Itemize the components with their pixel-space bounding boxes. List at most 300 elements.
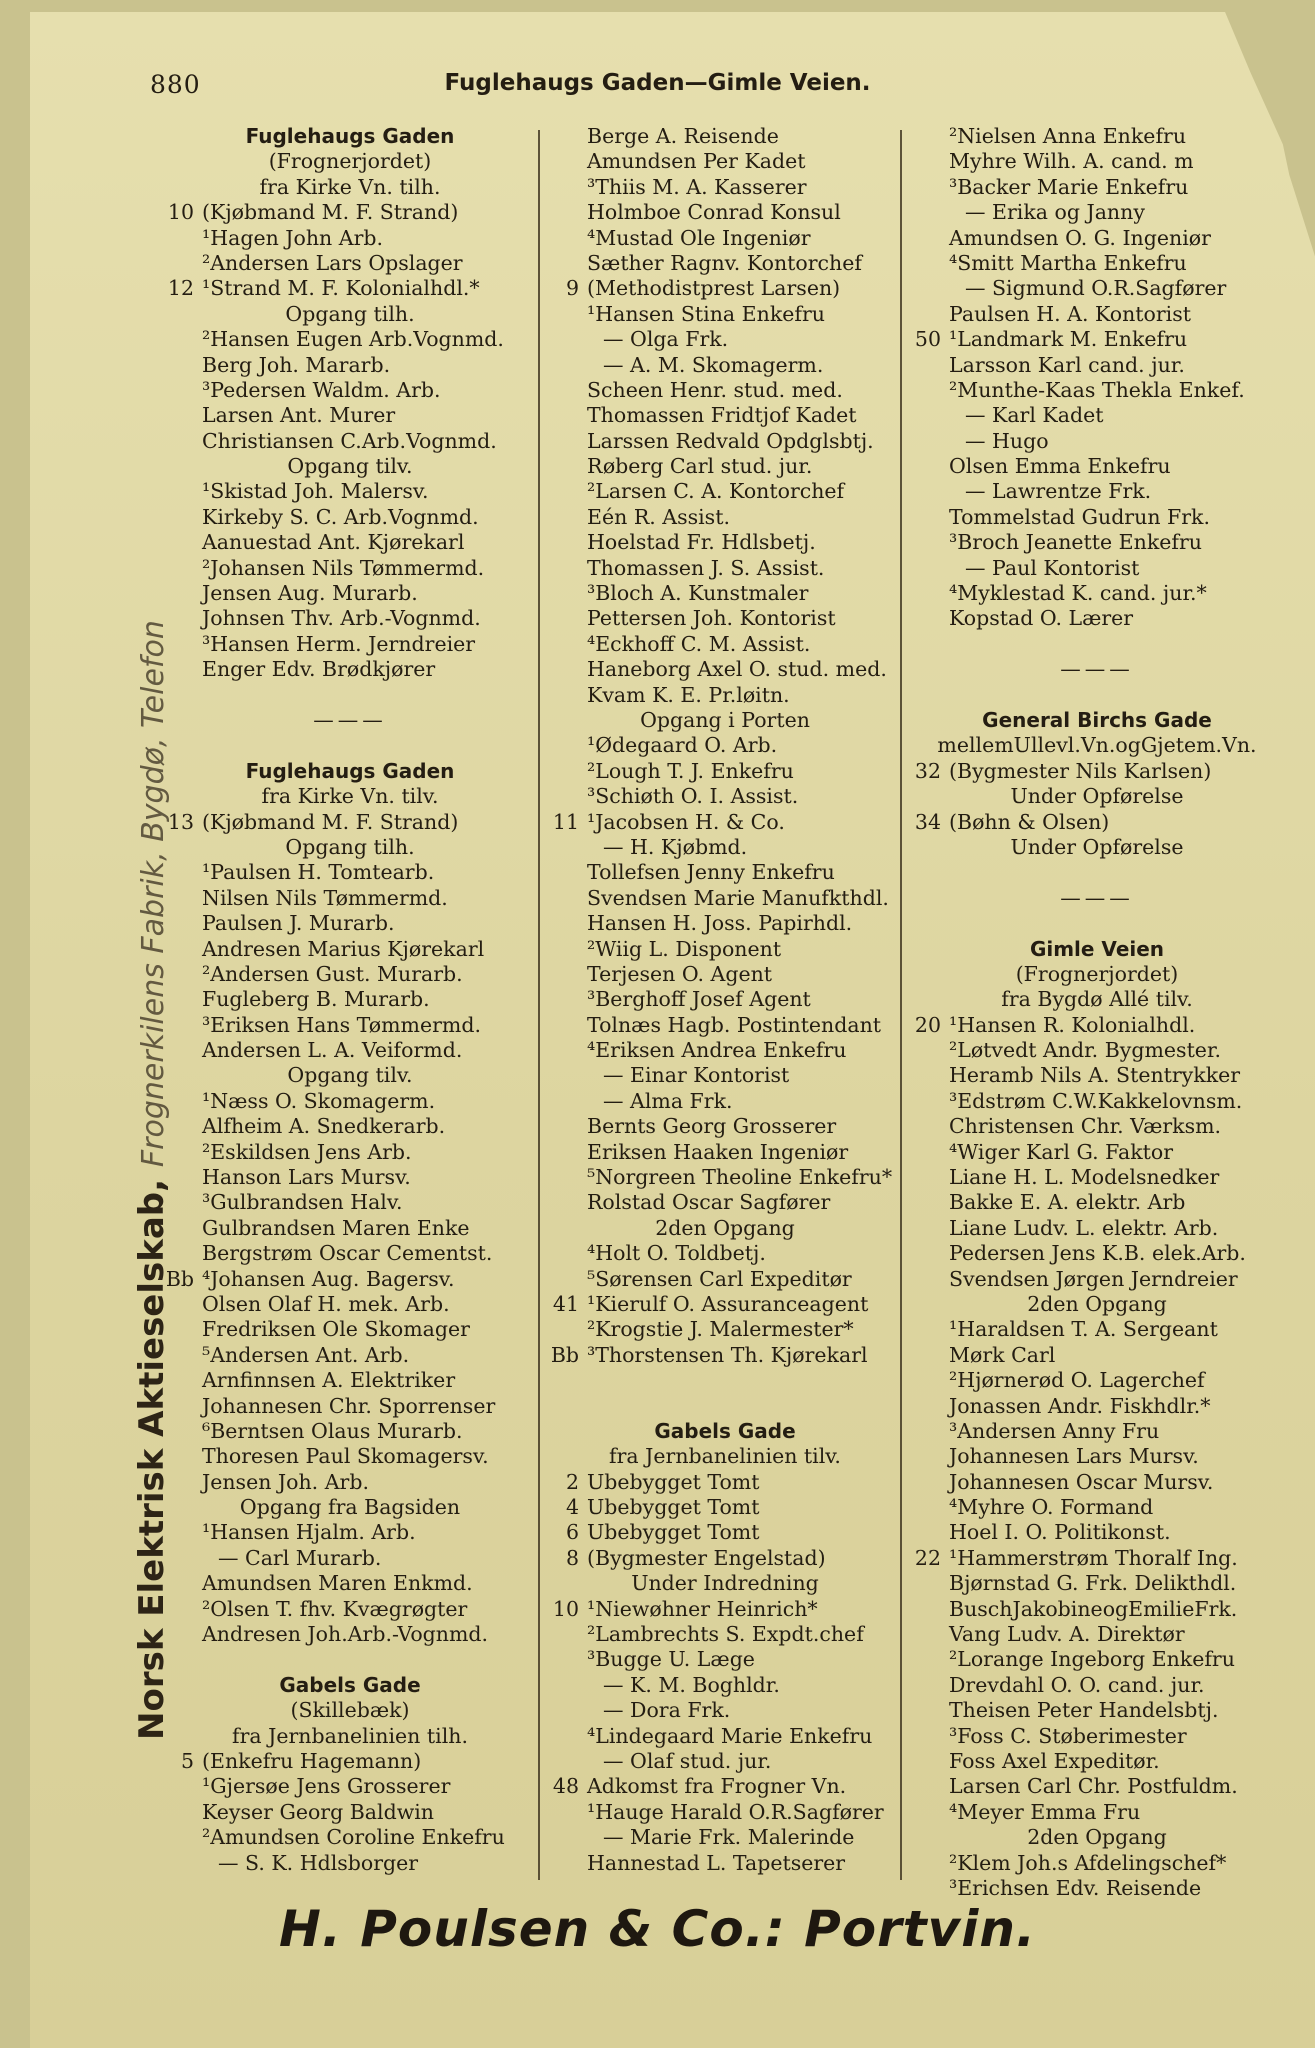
entry-text: ²Larsen C. A. Kontorchef: [587, 479, 845, 504]
entry-text: ²Olsen T. fhv. Kvægrøgter: [202, 1596, 468, 1621]
directory-entry: [907, 987, 1287, 1012]
entry-text: Hanson Lars Mursv.: [202, 1165, 411, 1190]
entry-text: Bakke E. A. elektr. Arb: [949, 1190, 1186, 1215]
entry-text: Amundsen O. G. Ingeniør: [949, 225, 1211, 250]
directory-entry: [160, 1140, 540, 1165]
entry-text: mellemUllevl.Vn.ogGjetem.Vn.: [937, 733, 1257, 758]
page-header: [0, 70, 1315, 110]
directory-entry: [545, 1698, 905, 1723]
directory-entry: [545, 149, 905, 174]
entry-text: Johnsen Thv. Arb.-Vognmd.: [202, 606, 481, 631]
directory-entry: [545, 962, 905, 987]
entry-text: Sæther Ragnv. Kontorchef: [587, 250, 862, 275]
directory-entry: [907, 403, 1287, 428]
directory-entry: [545, 1241, 905, 1266]
entry-text: Røberg Carl stud. jur.: [587, 454, 813, 479]
entry-text: ²Lorange Ingeborg Enkefru: [949, 1647, 1235, 1672]
entry-text: Svendsen Jørgen Jerndreier: [949, 1266, 1238, 1291]
directory-entry: [545, 479, 905, 504]
directory-entry: [545, 251, 905, 276]
entry-text: ¹Hammerstrøm Thoralf Ing.: [949, 1545, 1238, 1570]
directory-entry: [160, 683, 540, 708]
directory-entry: [907, 1647, 1287, 1672]
directory-entry: [907, 149, 1287, 174]
entry-text: fra Bygdø Allé tilv.: [1001, 987, 1193, 1012]
page-number: 880: [150, 70, 201, 99]
directory-column-2: [545, 124, 905, 1876]
side-ad-rest: Frognerkilens Fabrik, Bygdø, Telefon: [136, 620, 171, 1168]
directory-entry: [907, 759, 1287, 784]
entry-text: ⁴Smitt Martha Enkefru: [949, 250, 1187, 275]
directory-entry: [160, 1800, 540, 1825]
directory-entry: [160, 276, 540, 301]
directory-entry: [907, 962, 1287, 987]
directory-entry: [907, 733, 1287, 758]
directory-entry: [907, 1038, 1287, 1063]
entry-text: ²Nielsen Anna Enkefru: [949, 124, 1187, 148]
entry-text: ³Gulbrandsen Halv.: [202, 1190, 403, 1215]
entry-text: 2den Opgang: [1027, 1291, 1167, 1316]
entry-text: ⁵Sørensen Carl Expeditør: [587, 1266, 852, 1291]
directory-entry: [907, 1724, 1287, 1749]
entry-text: (Kjøbmand M. F. Strand): [202, 809, 459, 834]
entry-text: ⁶Berntsen Olaus Murarb.: [202, 1418, 463, 1443]
directory-entry: [545, 1851, 905, 1876]
house-number: 20: [914, 1012, 941, 1037]
entry-text: Fugleberg B. Murarb.: [202, 987, 430, 1012]
directory-entry: [160, 1190, 540, 1215]
side-ad-company: Norsk Elektrisk Aktieselskab,: [132, 1178, 172, 1740]
directory-entry: [160, 556, 540, 581]
entry-text: — Carl Murarb.: [218, 1545, 382, 1570]
street-heading: [160, 124, 540, 149]
entry-text: — S. K. Hdlsborger: [218, 1850, 419, 1875]
directory-entry: [545, 1292, 905, 1317]
directory-entry: [907, 1343, 1287, 1368]
directory-entry: [545, 1317, 905, 1342]
directory-entry: [160, 1546, 540, 1571]
directory-entry: [907, 911, 1287, 936]
directory-entry: [907, 581, 1287, 606]
entry-text: ³Foss C. Støberimester: [949, 1723, 1187, 1748]
footer-advertisement: H. Poulsen & Co.: Portvin.: [279, 1900, 1036, 1958]
entry-text: — Dora Frk.: [603, 1698, 731, 1723]
entry-text: — Sigmund O.R.Sagfører: [965, 276, 1227, 301]
entry-text: — Olaf stud. jur.: [603, 1749, 772, 1773]
section-rule: [907, 657, 1287, 682]
directory-entry: [160, 810, 540, 835]
directory-entry: [160, 937, 540, 962]
directory-entry: [545, 1267, 905, 1292]
entry-text: ³Berghoff Josef Agent: [587, 987, 811, 1012]
directory-entry: [160, 1749, 540, 1774]
entry-text: ———: [313, 707, 387, 732]
directory-entry: [907, 1470, 1287, 1495]
entry-text: Jonassen Andr. Fiskhdlr.*: [949, 1393, 1211, 1418]
entry-text: Adkomst fra Frogner Vn.: [587, 1774, 847, 1799]
entry-text: ³Erichsen Edv. Reisende: [949, 1875, 1202, 1900]
entry-text: ¹Jacobsen H. & Co.: [587, 809, 785, 834]
directory-entry: [907, 1419, 1287, 1444]
directory-entry: [907, 200, 1287, 225]
directory-entry: [160, 835, 540, 860]
entry-text: ³Andersen Anny Fru: [949, 1418, 1160, 1443]
street-heading: [907, 708, 1287, 733]
entry-text: Ubebygget Tomt: [587, 1520, 760, 1545]
directory-entry: [160, 1851, 540, 1876]
directory-entry: [545, 1622, 905, 1647]
entry-text: ¹Kierulf O. Assuranceagent: [587, 1291, 869, 1316]
entry-text: BuschJakobineogEmilieFrk.: [949, 1596, 1238, 1621]
directory-entry: [160, 1597, 540, 1622]
directory-entry: [545, 1495, 905, 1520]
entry-text: — A. M. Skomagerm.: [603, 352, 824, 377]
entry-text: fra Jernbanelinien tilv.: [609, 1444, 841, 1469]
directory-entry: [545, 683, 905, 708]
entry-text: Theisen Peter Handelsbtj.: [949, 1698, 1219, 1723]
entry-text: ³Bugge U. Læge: [587, 1647, 755, 1672]
entry-text: Kopstad O. Lærer: [949, 606, 1134, 631]
directory-entry: [907, 1698, 1287, 1723]
directory-entry: [907, 1597, 1287, 1622]
entry-text: fra Jernbanelinien tilh.: [232, 1723, 468, 1748]
directory-entry: [160, 1013, 540, 1038]
directory-entry: [545, 175, 905, 200]
entry-text: ⁴Johansen Aug. Bagersv.: [202, 1266, 455, 1291]
directory-entry: [545, 1216, 905, 1241]
entry-text: ²Andersen Gust. Murarb.: [202, 961, 463, 986]
entry-text: ³Backer Marie Enkefru: [949, 174, 1189, 199]
entry-text: Terjesen O. Agent: [587, 961, 773, 986]
entry-text: ²Wiig L. Disponent: [587, 936, 782, 961]
directory-entry: [545, 581, 905, 606]
directory-entry: [545, 733, 905, 758]
directory-entry: [545, 302, 905, 327]
entry-text: 2den Opgang: [1027, 1825, 1167, 1850]
entry-text: ³Eriksen Hans Tømmermd.: [202, 1012, 481, 1037]
directory-entry: [160, 606, 540, 631]
entry-text: Kvam K. E. Pr.løitn.: [587, 682, 790, 707]
directory-entry: [907, 784, 1287, 809]
directory-entry: [907, 1114, 1287, 1139]
entry-text: Hoel I. O. Politikonst.: [949, 1520, 1171, 1545]
entry-text: Berg Joh. Mararb.: [202, 352, 391, 377]
directory-entry: [160, 632, 540, 657]
entry-text: (Methodistprest Larsen): [587, 276, 841, 301]
street-heading: [907, 937, 1287, 962]
entry-text: Larsson Karl cand. jur.: [949, 352, 1185, 377]
entry-text: Berge A. Reisende: [587, 124, 779, 148]
directory-entry: [545, 987, 905, 1012]
directory-entry: [907, 327, 1287, 352]
entry-text: ⁴Myhre O. Formand: [949, 1495, 1154, 1520]
directory-entry: [545, 1190, 905, 1215]
entry-text: ²Hjørnerød O. Lagerchef: [949, 1368, 1205, 1393]
directory-entry: [545, 1749, 905, 1774]
entry-text: Enger Edv. Brødkjører: [202, 657, 436, 682]
directory-entry: [160, 962, 540, 987]
entry-text: ———: [1060, 657, 1134, 682]
directory-entry: [907, 1851, 1287, 1876]
directory-entry: [907, 1825, 1287, 1850]
entry-text: (Skillebæk): [290, 1698, 410, 1723]
entry-text: Eén R. Assist.: [587, 504, 730, 529]
entry-text: Johannesen Oscar Mursv.: [949, 1469, 1214, 1494]
entry-text: (Frognerjordet): [1015, 961, 1179, 986]
directory-entry: [907, 1673, 1287, 1698]
entry-text: Holmboe Conrad Konsul: [587, 200, 841, 225]
directory-entry: [160, 327, 540, 352]
entry-text: Larsen Carl Chr. Postfuldm.: [949, 1774, 1238, 1799]
directory-entry: [545, 403, 905, 428]
directory-entry: [907, 1165, 1287, 1190]
directory-entry: [545, 1165, 905, 1190]
entry-text: Thoresen Paul Skomagersv.: [202, 1444, 489, 1469]
entry-text: Kirkeby S. C. Arb.Vognmd.: [202, 504, 479, 529]
entry-text: fra Kirke Vn. tilh.: [259, 174, 441, 199]
section-rule: [907, 886, 1287, 911]
directory-entry: [160, 1114, 540, 1139]
entry-text: (Enkefru Hagemann): [202, 1749, 422, 1773]
entry-text: Gabels Gade: [279, 1672, 421, 1697]
directory-entry: [160, 1394, 540, 1419]
directory-entry: [545, 1470, 905, 1495]
directory-entry: [160, 1495, 540, 1520]
entry-text: (Bygmester Engelstad): [587, 1545, 826, 1570]
entry-text: ³Pedersen Waldm. Arb.: [202, 377, 441, 402]
entry-text: Gulbrandsen Maren Enke: [202, 1215, 470, 1240]
house-number: 10: [552, 1596, 579, 1621]
house-number: 4: [565, 1495, 579, 1520]
directory-column-1: [160, 124, 540, 1876]
directory-entry: [160, 1317, 540, 1342]
directory-entry: [160, 1038, 540, 1063]
directory-entry: [907, 1495, 1287, 1520]
entry-text: 2den Opgang: [655, 1215, 795, 1240]
directory-entry: [160, 1165, 540, 1190]
house-number: 2: [565, 1469, 579, 1494]
directory-entry: [160, 175, 540, 200]
entry-text: ⁵Norgreen Theoline Enkefru*: [587, 1165, 893, 1190]
entry-text: Opgang tilh.: [285, 301, 415, 326]
directory-entry: [545, 1140, 905, 1165]
entry-text: fra Kirke Vn. tilv.: [261, 784, 439, 809]
directory-entry: [545, 1647, 905, 1672]
entry-text: Jensen Aug. Murarb.: [202, 581, 418, 606]
directory-entry: [545, 1546, 905, 1571]
entry-text: ⁵Andersen Ant. Arb.: [202, 1342, 410, 1367]
directory-entry: [160, 581, 540, 606]
entry-text: — Marie Frk. Malerinde: [603, 1825, 855, 1850]
entry-text: ¹Landmark M. Enkefru: [949, 327, 1188, 352]
directory-entry: [545, 1774, 905, 1799]
directory-entry: [907, 1749, 1287, 1774]
entry-text: Gabels Gade: [654, 1418, 796, 1443]
directory-entry: [545, 835, 905, 860]
directory-entry: [160, 1825, 540, 1850]
directory-entry: [907, 810, 1287, 835]
entry-text: Liane H. L. Modelsnedker: [949, 1165, 1220, 1190]
entry-text: ²Johansen Nils Tømmermd.: [202, 555, 485, 580]
entry-text: ³Thorstensen Th. Kjørekarl: [587, 1342, 868, 1367]
entry-text: General Birchs Gade: [982, 707, 1212, 732]
entry-text: ¹Hagen John Arb.: [202, 225, 384, 250]
entry-text: ⁴Holt O. Toldbetj.: [587, 1241, 766, 1266]
directory-entry: [907, 1394, 1287, 1419]
entry-text: ²Hansen Eugen Arb.Vognmd.: [202, 327, 504, 352]
directory-entry: [907, 632, 1287, 657]
entry-text: Christensen Chr. Værksm.: [949, 1114, 1222, 1139]
directory-entry: [545, 810, 905, 835]
directory-entry: [907, 378, 1287, 403]
directory-entry: [545, 530, 905, 555]
entry-text: ²Munthe-Kaas Thekla Enkef.: [949, 377, 1245, 402]
entry-text: — Hugo: [965, 428, 1049, 453]
entry-text: Ubebygget Tomt: [587, 1495, 760, 1520]
directory-entry: [160, 1698, 540, 1723]
entry-text: Bernts Georg Grosserer: [587, 1114, 837, 1139]
directory-entry: [160, 149, 540, 174]
directory-entry: [545, 556, 905, 581]
directory-entry: [160, 403, 540, 428]
street-heading: [545, 1419, 905, 1444]
directory-entry: [907, 1520, 1287, 1545]
directory-entry: [907, 505, 1287, 530]
entry-text: Scheen Henr. stud. med.: [587, 377, 843, 402]
house-number: 12: [167, 276, 194, 301]
entry-text: ²Krogstie J. Malermester*: [587, 1317, 854, 1342]
entry-text: Mørk Carl: [949, 1342, 1056, 1367]
directory-entry: [545, 505, 905, 530]
entry-text: ¹Hauge Harald O.R.Sagfører: [587, 1799, 884, 1824]
entry-text: Liane Ludv. L. elektr. Arb.: [949, 1215, 1219, 1240]
entry-text: ¹Næss O. Skomagerm.: [202, 1088, 436, 1113]
house-number: 6: [565, 1520, 579, 1545]
entry-text: Paulsen H. A. Kontorist: [949, 301, 1191, 326]
entry-text: Opgang tilh.: [285, 834, 415, 859]
directory-entry: [160, 1368, 540, 1393]
entry-text: — Olga Frk.: [603, 327, 729, 352]
entry-text: ³Edstrøm C.W.Kakkelovnsm.: [949, 1088, 1243, 1113]
entry-text: ¹Strand M. F. Kolonialhdl.*: [202, 276, 480, 301]
entry-text: ¹Ødegaard O. Arb.: [587, 733, 778, 758]
directory-entry: [907, 1216, 1287, 1241]
entry-text: Foss Axel Expeditør.: [949, 1749, 1160, 1773]
directory-entry: [907, 1013, 1287, 1038]
directory-entry: [907, 556, 1287, 581]
entry-text: Hannestad L. Tapetserer: [587, 1850, 846, 1875]
entry-text: ³Hansen Herm. Jerndreier: [202, 631, 476, 656]
directory-entry: [907, 1241, 1287, 1266]
directory-entry: [160, 1419, 540, 1444]
directory-entry: [545, 860, 905, 885]
entry-text: ⁴Wiger Karl G. Faktor: [949, 1139, 1173, 1164]
directory-entry: [907, 1368, 1287, 1393]
street-heading: [160, 1673, 540, 1698]
directory-entry: [907, 302, 1287, 327]
directory-entry: [545, 1520, 905, 1545]
entry-text: Thomassen J. S. Assist.: [587, 555, 825, 580]
entry-text: Bergstrøm Oscar Cementst.: [202, 1241, 493, 1266]
entry-text: ¹Gjersøe Jens Grosserer: [202, 1774, 451, 1799]
entry-text: ¹Paulsen H. Tomtearb.: [202, 860, 435, 885]
directory-entry: [907, 683, 1287, 708]
entry-text: Johannesen Chr. Sporrenser: [202, 1393, 496, 1418]
entry-text: Hoelstad Fr. Hdlsbetj.: [587, 530, 816, 555]
entry-text: ²Klem Joh.s Afdelingschef*: [949, 1850, 1227, 1875]
directory-entry: [545, 378, 905, 403]
directory-entry: [160, 733, 540, 758]
directory-entry: [907, 1800, 1287, 1825]
directory-entry: [545, 1368, 905, 1393]
directory-entry: [545, 937, 905, 962]
directory-entry: [907, 251, 1287, 276]
directory-entry: [160, 657, 540, 682]
entry-text: Under Opførelse: [1010, 784, 1184, 809]
directory-entry: [160, 1267, 540, 1292]
entry-text: Rolstad Oscar Sagfører: [587, 1190, 831, 1215]
directory-entry: [160, 530, 540, 555]
entry-text: Haneborg Axel O. stud. med.: [587, 657, 887, 682]
entry-text: — H. Kjøbmd.: [603, 834, 748, 859]
entry-text: Thomassen Fridtjof Kadet: [587, 403, 857, 428]
entry-text: ¹Hansen Stina Enkefru: [587, 301, 825, 326]
directory-entry: [160, 987, 540, 1012]
directory-entry: [545, 200, 905, 225]
directory-entry: [907, 1444, 1287, 1469]
directory-entry: [545, 327, 905, 352]
directory-entry: [545, 886, 905, 911]
directory-entry: [545, 606, 905, 631]
entry-text: Andresen Joh.Arb.-Vognmd.: [202, 1622, 489, 1647]
entry-text: — Lawrentze Frk.: [965, 479, 1152, 504]
directory-entry: [907, 276, 1287, 301]
entry-text: Opgang tilv.: [287, 454, 413, 479]
directory-entry: [160, 505, 540, 530]
entry-text: ²Løtvedt Andr. Bygmester.: [949, 1038, 1222, 1063]
entry-text: Opgang i Porten: [640, 707, 810, 732]
entry-text: ¹Hansen R. Kolonialhdl.: [949, 1012, 1196, 1037]
directory-entry: [545, 226, 905, 251]
entry-text: ²Eskildsen Jens Arb.: [202, 1139, 412, 1164]
directory-entry: [907, 353, 1287, 378]
house-number: 5: [180, 1749, 194, 1773]
entry-text: Christiansen C.Arb.Vognmd.: [202, 428, 497, 453]
entry-text: Ubebygget Tomt: [587, 1469, 760, 1494]
entry-text: ⁴Mustad Ole Ingeniør: [587, 225, 811, 250]
directory-entry: [160, 886, 540, 911]
directory-entry: [907, 1292, 1287, 1317]
directory-entry: [545, 429, 905, 454]
entry-text: Under Indredning: [631, 1571, 819, 1596]
directory-entry: [160, 429, 540, 454]
entry-text: Andersen L. A. Veiformd.: [202, 1038, 463, 1063]
entry-text: Bjørnstad G. Frk. Delikthdl.: [949, 1571, 1237, 1596]
directory-entry: [907, 1774, 1287, 1799]
house-number: 22: [914, 1545, 941, 1570]
directory-entry: [907, 860, 1287, 885]
directory-entry: [160, 200, 540, 225]
directory-entry: [160, 1063, 540, 1088]
house-number: 34: [914, 809, 941, 834]
entry-text: ⁴Myklestad K. cand. jur.*: [949, 581, 1207, 606]
entry-text: ⁴Eriksen Andrea Enkefru: [587, 1038, 847, 1063]
entry-text: ³Schiøth O. I. Assist.: [587, 784, 799, 809]
directory-entry: [907, 479, 1287, 504]
directory-entry: [907, 226, 1287, 251]
entry-text: ²Amundsen Coroline Enkefru: [202, 1825, 505, 1850]
directory-entry: [160, 1571, 540, 1596]
